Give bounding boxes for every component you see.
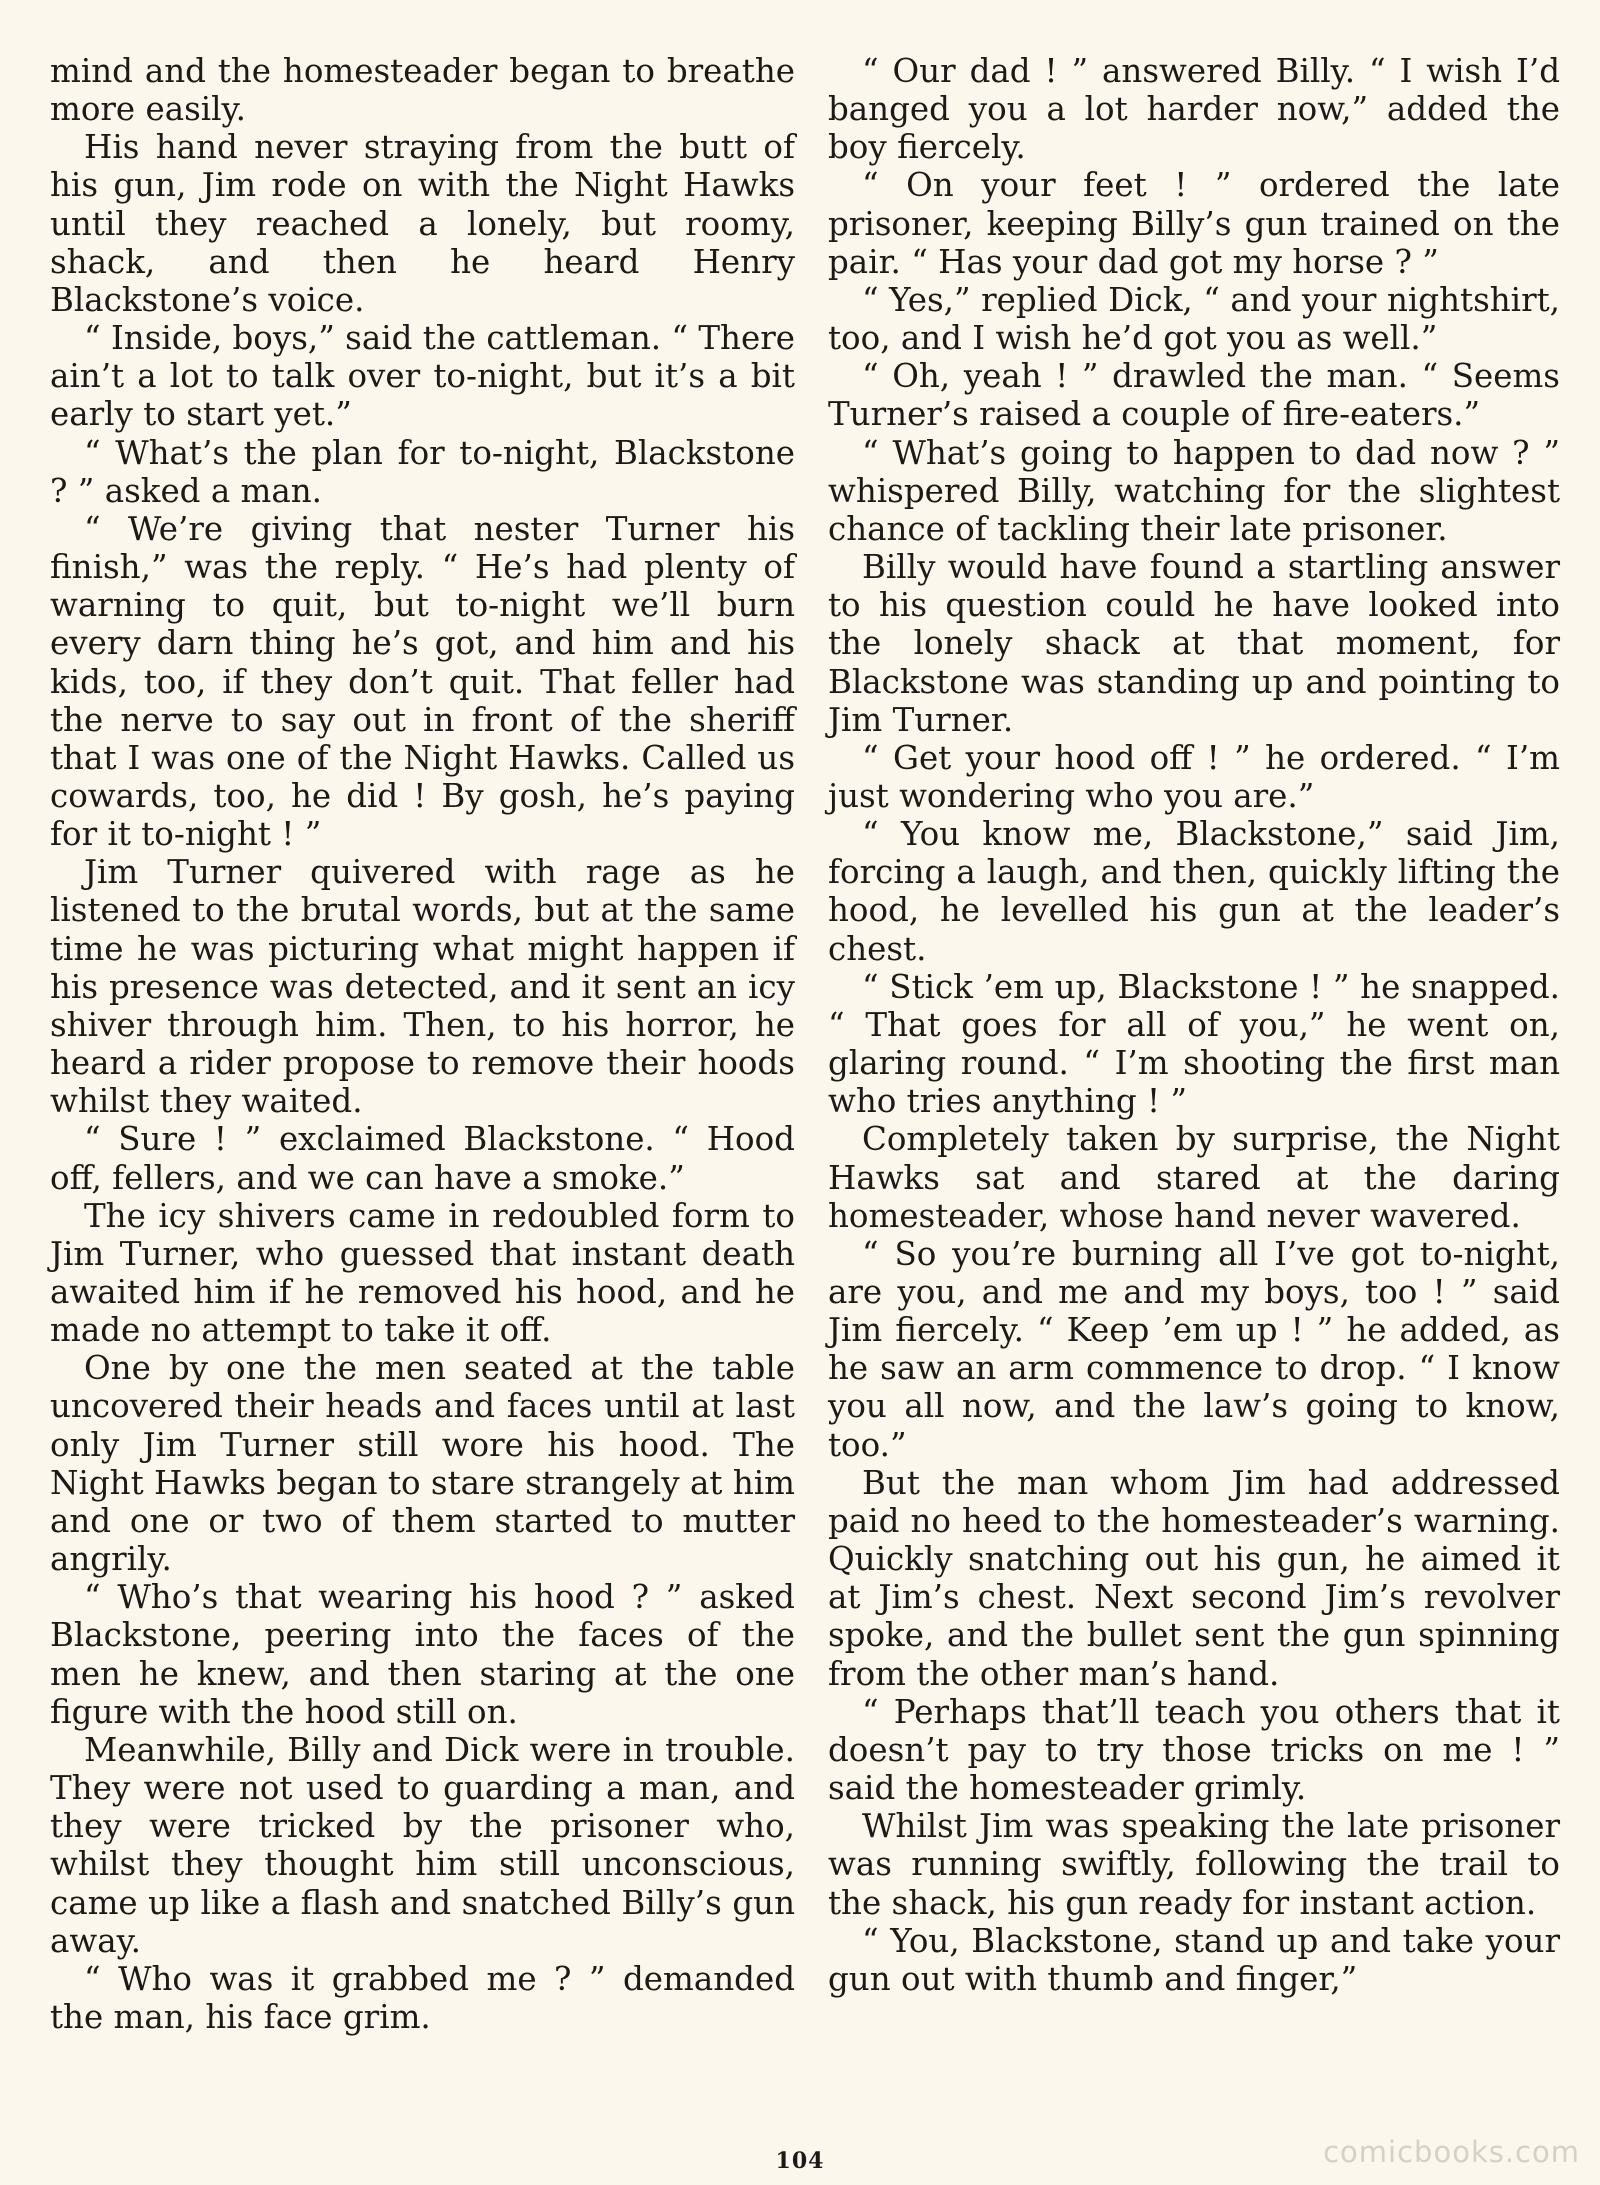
paragraph: “ Sure ! ” exclaimed Blackstone. “ Hood off, fellers, and we can have a smoke.”: [50, 1120, 795, 1197]
paragraph: Meanwhile, Billy and Dick were in trouble. They were not used to guarding a man, and they were tricked by the prisoner who, whilst they thought him still unconscious, came up like a flash and snatched Billy’s gun away.: [50, 1730, 795, 1960]
paragraph: Billy would have found a startling answer to his question could he have looked into the lonely shack at that moment, for Blackstone was standing up and pointing to Jim Turner.: [828, 548, 1560, 739]
paragraph: “ We’re giving that nester Turner his finish,” was the reply. “ He’s had plenty of warning to quit, but to-night we’ll burn every darn thing he’s got, and him and his kids, too, if they don’t quit. That feller had the nerve to say out in front of the sheriff that I was one of the Night Hawks. Called us cowards, too, he did ! By gosh, he’s paying for it to-night ! ”: [50, 509, 795, 854]
paragraph: mind and the homesteader began to breathe more easily.: [50, 52, 795, 129]
paragraph: His hand never straying from the butt of his gun, Jim rode on with the Night Hawks until they reached a lonely, but roomy, shack, and then he heard Henry Blackstone’s voice.: [50, 128, 795, 319]
paragraph: “ Oh, yeah ! ” drawled the man. “ Seems Turner’s raised a couple of fire-eaters.”: [828, 357, 1560, 434]
paragraph: “ Yes,” replied Dick, “ and your nightshirt, too, and I wish he’d got you as well.”: [828, 280, 1560, 358]
paragraph: “ What’s going to happen to dad now ? ” whispered Billy, watching for the slightest chance of tackling their late prisoner.: [828, 433, 1560, 548]
paragraph: “ Get your hood off ! ” he ordered. “ I’m just wondering who you are.”: [828, 738, 1560, 815]
paragraph: “ Inside, boys,” said the cattleman. “ There ain’t a lot to talk over to-night, but it’s a bit early to start yet.”: [50, 319, 795, 434]
right-text-column: [828, 52, 1560, 1998]
watermark: comicbooks.com: [1323, 2135, 1580, 2169]
paragraph: “ You, Blackstone, stand up and take your gun out with thumb and finger,”: [828, 1921, 1560, 1998]
paragraph: “ On your feet ! ” ordered the late prisoner, keeping Billy’s gun trained on the pair. “ Has your dad got my horse ? ”: [828, 166, 1560, 281]
paragraph: But the man whom Jim had addressed paid no heed to the homesteader’s warning. Quickly snatching out his gun, he aimed it at Jim’s chest. Next second Jim’s revolver spoke, and the bullet sent the gun spinning from the other man’s hand.: [828, 1463, 1560, 1693]
paragraph: “ Who was it grabbed me ? ” demanded the man, his face grim.: [50, 1959, 795, 2036]
paragraph: Whilst Jim was speaking the late prisoner was running swiftly, following the trail to the shack, his gun ready for instant action.: [828, 1807, 1560, 1922]
paragraph: The icy shivers came in redoubled form to Jim Turner, who guessed that instant death awaited him if he removed his hood, and he made no attempt to take it off.: [50, 1196, 795, 1350]
paragraph: Completely taken by surprise, the Night Hawks sat and stared at the daring homesteader, whose hand never wavered.: [828, 1120, 1560, 1235]
paragraph: “ Stick ’em up, Blackstone ! ” he snapped. “ That goes for all of you,” he went on, glaring round. “ I’m shooting the first man who tries anything ! ”: [828, 967, 1560, 1121]
paragraph: One by one the men seated at the table uncovered their heads and faces until at last only Jim Turner still wore his hood. The Night Hawks began to stare strangely at him and one or two of them started to mutter angrily.: [50, 1349, 795, 1579]
page-number: 104: [775, 2148, 825, 2174]
paragraph: “ Our dad ! ” answered Billy. “ I wish I’d banged you a lot harder now,” added the boy fiercely.: [828, 52, 1560, 167]
left-text-column: [50, 52, 795, 2036]
paragraph: “ Perhaps that’ll teach you others that it doesn’t pay to try those tricks on me ! ” said the homesteader grimly.: [828, 1692, 1560, 1808]
paragraph: “ Who’s that wearing his hood ? ” asked Blackstone, peering into the faces of the men he knew, and then staring at the one figure with the hood still on.: [50, 1578, 795, 1731]
paragraph: “ So you’re burning all I’ve got to-night, are you, and me and my boys, too ! ” said Jim fiercely. “ Keep ’em up ! ” he added, as he saw an arm commence to drop. “ I know you all now, and the law’s going to know, too.”: [828, 1234, 1560, 1464]
paragraph: “ What’s the plan for to-night, Blackstone ? ” asked a man.: [50, 433, 795, 510]
paragraph: “ You know me, Blackstone,” said Jim, forcing a laugh, and then, quickly lifting the hood, he levelled his gun at the leader’s chest.: [828, 815, 1560, 968]
paragraph: Jim Turner quivered with rage as he listened to the brutal words, but at the same time he was picturing what might happen if his presence was detected, and it sent an icy shiver through him. Then, to his horror, he heard a rider propose to remove their hoods whilst they waited.: [50, 853, 795, 1121]
